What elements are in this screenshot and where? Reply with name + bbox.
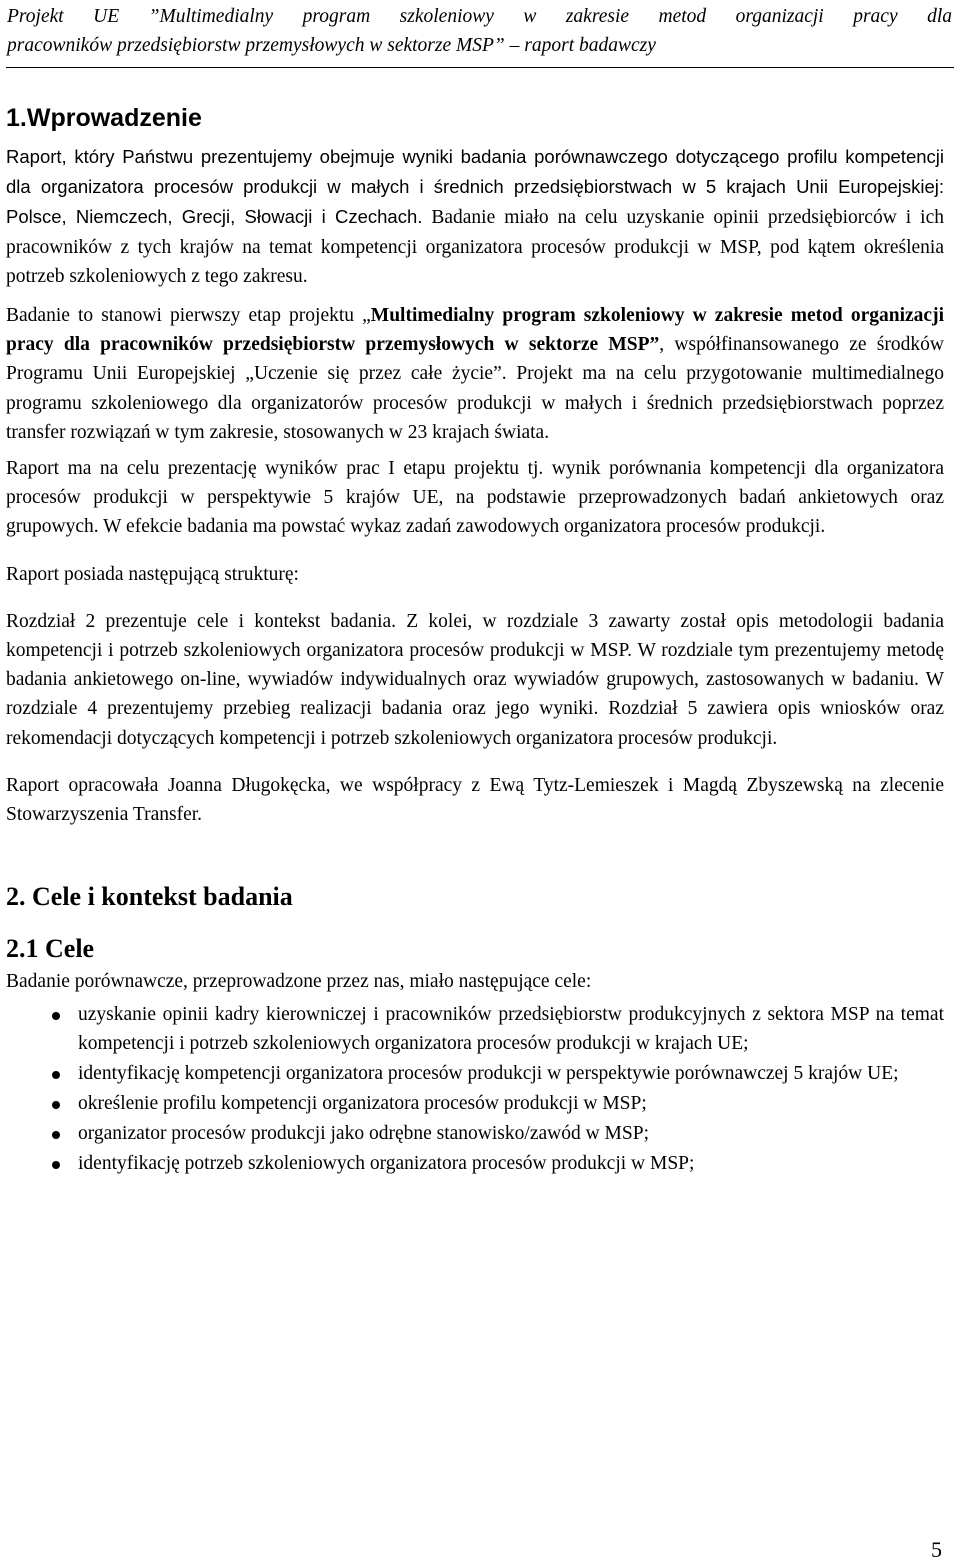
section-2-1-heading: 2.1 Cele [6,934,95,964]
header-line-2: pracowników przedsiębiorstw przemysłowych w sektorze MSP” – raport badawczy [7,35,656,56]
authors-paragraph: Raport opracowała Joanna Długokęcka, we współpracy z Ewą Tytz-Lemieszek i Magdą Zbyszewską na zlecenie Stowarzyszenia Transfer. [6,774,944,826]
intro-paragraph [6,142,944,291]
page-number: 5 [931,1537,942,1562]
structure-intro: Raport posiada następującą strukturę: [6,563,299,585]
project-title: Multimedialny program szkoleniowy w zakresie metod organizacji pracy dla pracowników przedsiębiorstw przemysłowych w sektorze MSP” [6,305,944,356]
list-item-text: uzyskanie opinii kadry kierowniczej i pracowników przedsiębiorstw produkcyjnych z sektora MSP na temat kompetencji i potrzeb szkoleniowych organizatora procesów produkcji w krajach UE; [78,1004,944,1055]
list-item [6,1089,944,1118]
goals-list [6,1000,944,1178]
list-item-text: określenie profilu kompetencji organizatora procesów produkcji w MSP; [78,1093,647,1115]
project-text-a: Badanie to stanowi pierwszy etap projektu „ [6,305,371,327]
list-item [6,1149,944,1178]
section-1-heading: 1.Wprowadzenie [6,104,202,132]
structure-paragraph: Rozdział 2 prezentuje cele i kontekst badania. Z kolei, w rozdziale 3 zawarty został opis metodologii badania kompetencji i potrzeb szkoleniowych organizatora procesów produkcji w MSP. W rozdziale tym prezentujemy metodę badania ankietowego on-line, wywiadów indywidualnych oraz wywiadów grupowych, zastosowanych w badaniu. W rozdziale 4 prezentujemy przebieg realizacji badania oraz jego wyniki. Rozdział 5 zawiera opis wniosków oraz rekomendacji dotyczących kompetencji i potrzeb szkoleniowych organizatora procesów produkcji. [6,610,944,749]
bullet-icon [52,1131,60,1139]
list-item-text: identyfikację potrzeb szkoleniowych organizatora procesów produkcji w MSP; [78,1153,695,1175]
bullet-icon [52,1101,60,1109]
bullet-icon [52,1161,60,1169]
running-header [7,2,952,60]
list-item [6,1119,944,1148]
header-rule [6,67,954,68]
list-item-text: organizator procesów produkcji jako odrębne stanowisko/zawód w MSP; [78,1123,649,1145]
bullet-icon [52,1071,60,1079]
intro-sans-text: Raport, który Państwu prezentujemy obejmuje wyniki badania porównawczego dotyczącego profilu kompetencji dla organizatora procesów produkcji w małych i średnich przedsiębiorstwach w 5 krajach Unii Europejskiej: Polsce, Niemczech, Grecji, Słowacji i Czechach. [6,146,944,228]
goals-intro: Badanie porównawcze, przeprowadzone przez nas, miało następujące cele: [6,971,592,993]
list-item [6,1000,944,1058]
bullet-icon [52,1012,60,1020]
project-paragraph [6,301,944,447]
project-text-b: , współfinansowanego ze środków Programu Unii Europejskiej „Uczenie się przez całe życie”. Projekt ma na celu przygotowanie multimedialnego programu szkoleniowego dla organizatorów procesów produkcji w małych i średnich przedsiębiorstwach poprzez transfer rozwiązań w tym zakresie, stosowanych w 23 krajach świata. [6,334,944,443]
list-item-text: identyfikację kompetencji organizatora procesów produkcji w perspektywie porównawczej 5 krajów UE; [78,1063,899,1085]
aim-paragraph: Raport ma na celu prezentację wyników prac I etapu projektu tj. wynik porównania kompetencji dla organizatora procesów produkcji w perspektywie 5 krajów UE, na podstawie przeprowadzonych badań ankietowych oraz grupowych. W efekcie badania ma powstać wykaz zadań zawodowych organizatora procesów produkcji. [6,458,944,538]
page-body [6,100,944,1179]
list-item [6,1059,944,1088]
section-2-heading: 2. Cele i kontekst badania [6,882,293,912]
intro-serif-text: Badanie miało na celu uzyskanie opinii przedsiębiorców i ich pracowników z tych krajów na temat kompetencji organizatora procesów produkcji w MSP, pod kątem określenia potrzeb szkoleniowych z tego zakresu. [6,207,944,287]
header-line-1: Projekt UE ”Multimedialny program szkoleniowy w zakresie metod organizacji pracy dla [7,6,952,27]
